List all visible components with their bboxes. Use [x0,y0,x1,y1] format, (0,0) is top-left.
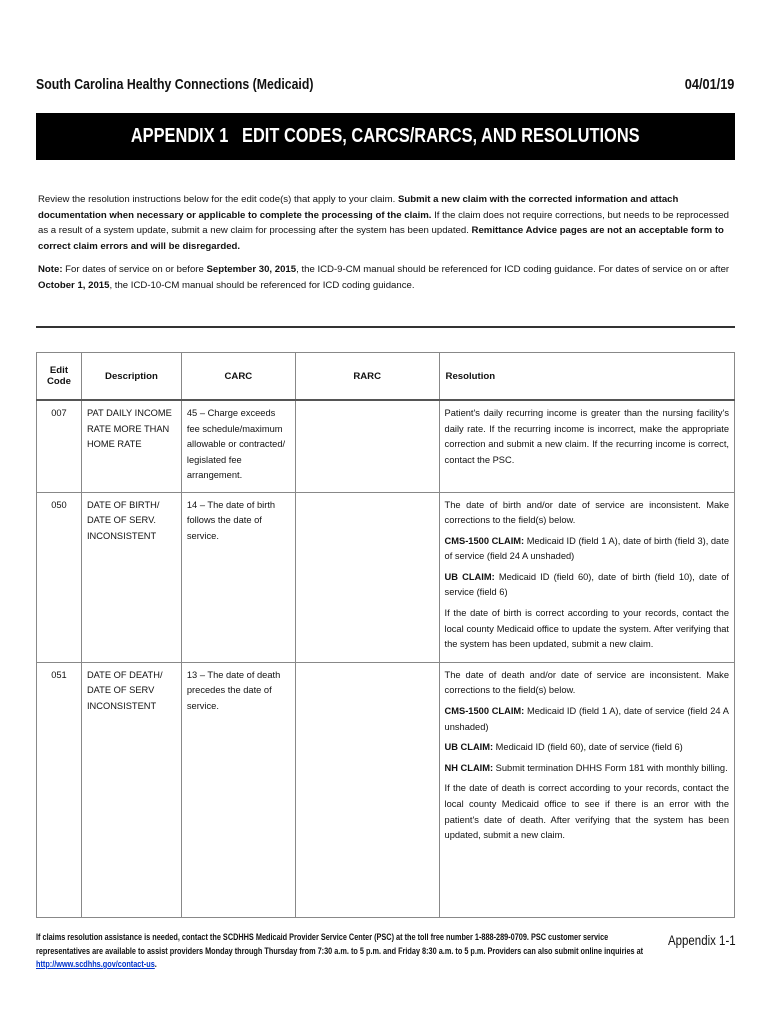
resolution-text [439,492,734,662]
table-row [37,662,735,917]
resolution-text [439,400,734,492]
page-footer [36,930,656,971]
ub-text: Medicaid ID (field 60), date of service (field 6) [493,742,683,753]
edit-code: 007 [37,400,82,492]
cms-label: CMS-1500 CLAIM: [444,706,525,717]
note-text: For dates of service on or before [62,264,207,275]
table-row [37,492,735,662]
header-resolution: Resolution [439,353,734,401]
ub-label: UB CLAIM: [444,571,495,582]
footer-text-end: . [154,958,157,970]
resolution-paragraph: The date of birth and/or date of service are inconsistent. Make corrections to the field(s) below. [444,499,729,526]
nh-claim-instruction [445,761,729,777]
rarc-text [295,400,439,492]
edit-code: 050 [37,492,82,662]
carc-text: 14 – The date of birth follows the date of service. [181,492,295,662]
edit-description: DATE OF DEATH/ DATE OF SERV INCONSISTENT [81,662,181,917]
resolution-paragraph: The date of death and/or date of service are inconsistent. Make corrections to the field(s) below. [444,669,729,696]
footer-text: If claims resolution assistance is needed, contact the SCDHHS Medicaid Provider Service Center (PSC) at the toll free number 1-888-289-0709. PSC customer service representatives are available to assist providers Monday through Thursday from 7:30 a.m. to 5 p.m. and Friday 8:30 a.m. to 5 p.m. Providers can also submit online inquiries at [36,931,644,956]
table-row [37,400,735,492]
intro-paragraph [38,192,730,254]
edit-description: DATE OF BIRTH/ DATE OF SERV. INCONSISTENT [81,492,181,662]
appendix-title: APPENDIX 1 EDIT CODES, CARCS/RARCS, AND RESOLUTIONS [131,125,640,147]
icd-note [38,262,730,293]
header-edit-code: Edit Code [37,353,82,401]
table-header-row [37,353,735,401]
edit-code: 051 [37,662,82,917]
page-number: Appendix 1-1 [668,932,736,948]
resolution-paragraph: If the date of death is correct according to your records, contact the local county Medicaid office to see if there is an error with the patient's date of death. After verifying that the system has been updated, submit a new claim. [444,783,729,841]
intro-text: Review the resolution instructions below for the edit code(s) that apply to your claim. [38,194,398,205]
resolution-paragraph: Patient's daily recurring income is greater than the nursing facility's daily rate. If the recurring income is incorrect, make the appropriate correction and submit a new claim. If the recurring income is correct, contact the PSC. [444,408,729,465]
edit-codes-table [36,352,735,918]
document-date: 04/01/19 [684,76,734,93]
nh-text: Submit termination DHHS Form 181 with monthly billing. [493,762,728,773]
carc-text: 13 – The date of death precedes the date of service. [181,662,295,917]
cms-text: Medicaid ID (field 1 A), date of birth (field 3), date of service (field 24 A unshaded) [444,535,729,562]
nh-label: NH CLAIM: [444,762,494,773]
cms-claim-instruction [445,704,729,735]
note-date: September 30, 2015 [206,264,297,275]
note-text: , the ICD-9-CM manual should be referenced for ICD coding guidance. For dates of service on or after [296,264,730,275]
cms-claim-instruction [445,534,729,565]
carc-text: 45 – Charge exceeds fee schedule/maximum allowable or contracted/ legislated fee arrangement. [181,400,295,492]
intro-section [38,192,730,293]
header-rarc: RARC [295,353,439,401]
note-date: October 1, 2015 [38,279,110,291]
page-header [36,76,734,93]
cms-label: CMS-1500 CLAIM: [444,535,525,546]
note-label: Note: [38,264,63,275]
rarc-text [295,662,439,917]
ub-text: Medicaid ID (field 60), date of birth (field 10), date of service (field 6) [444,571,729,598]
ub-claim-instruction [445,740,729,756]
intro-bold-warning: Remittance Advice pages are not an acceptable form to correct claim errors and will be disregarded. [38,225,724,252]
document-title: South Carolina Healthy Connections (Medicaid) [36,76,314,93]
appendix-banner [36,113,735,160]
contact-us-link[interactable]: http://www.scdhhs.gov/contact-us [36,958,155,970]
intro-text: If the claim does not require corrections, but needs to be reprocessed as a result of a system update, submit a new claim for processing after the system has been updated. [38,209,730,236]
section-divider [36,326,735,328]
intro-bold-instruction: Submit a new claim with the corrected information and attach documentation when necessary or applicable to complete the processing of the claim. [38,194,679,221]
cms-text: Medicaid ID (field 1 A), date of service (field 24 A unshaded) [444,706,729,732]
resolution-paragraph: If the date of birth is correct according to your records, contact the local county Medicaid office to update the system. After verifying that the system has been updated, submit a new claim. [444,608,729,650]
resolution-text [439,662,734,917]
note-text: , the ICD-10-CM manual should be referenced for ICD coding guidance. [109,279,415,291]
rarc-text [295,492,439,662]
ub-claim-instruction [445,570,729,601]
header-description: Description [81,353,181,401]
header-carc: CARC [181,353,295,401]
edit-description: PAT DAILY INCOME RATE MORE THAN HOME RATE [81,400,181,492]
ub-label: UB CLAIM: [444,742,494,753]
